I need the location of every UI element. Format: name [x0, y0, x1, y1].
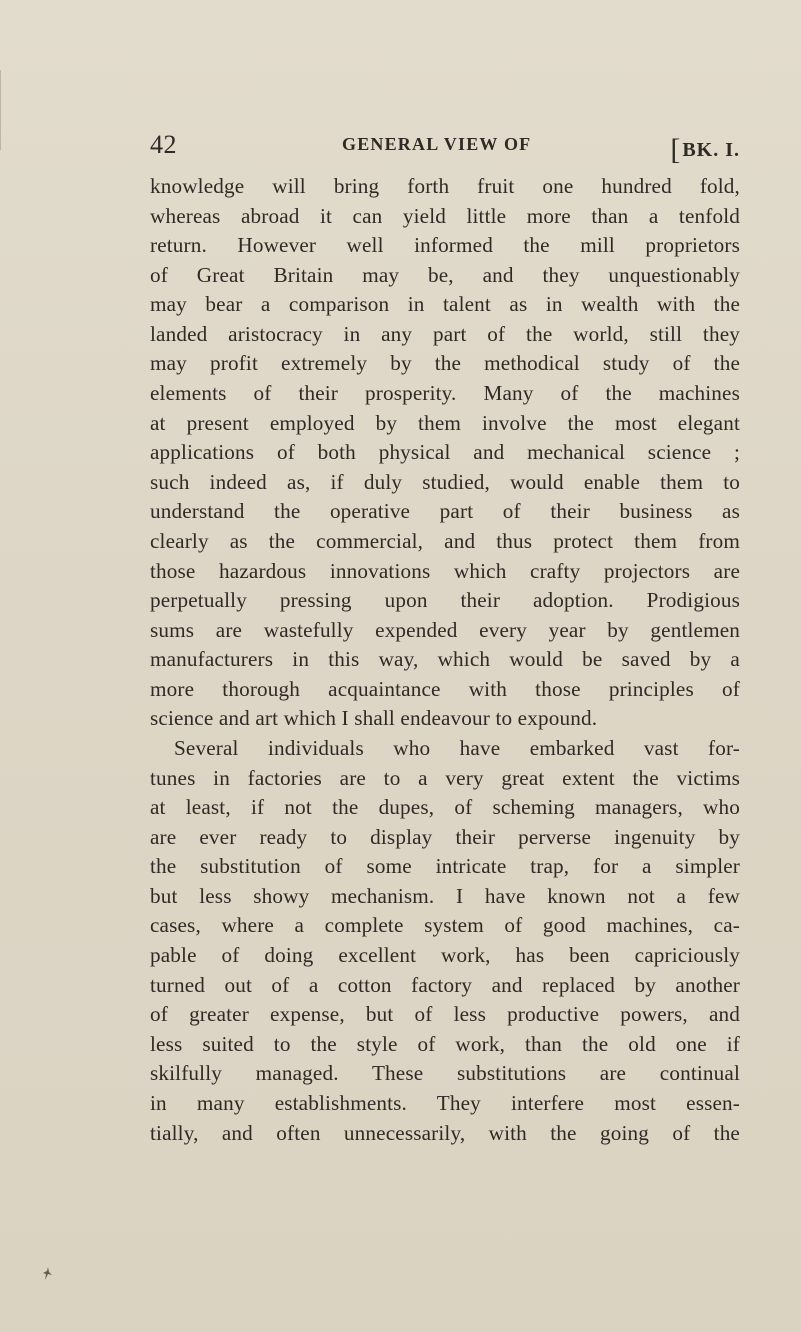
text-line: less suited to the style of work, than the old one if: [150, 1031, 740, 1056]
book-reference: [670, 133, 740, 167]
text-line: at least, if not the dupes, of scheming managers, who: [150, 795, 740, 820]
text-line: science and art which I shall endeavour to expound.: [150, 706, 598, 731]
text-line: elements of their prosperity. Many of the machines: [150, 381, 740, 406]
running-title: GENERAL VIEW OF: [342, 134, 532, 154]
text-line: in many establishments. They interfere most essen-: [150, 1090, 740, 1115]
text-line: those hazardous innovations which crafty projectors are: [150, 558, 740, 583]
text-line: are ever ready to display their perverse ingenuity by: [150, 824, 740, 849]
text-line: manufacturers in this way, which would be saved by a: [150, 647, 740, 672]
text-line: knowledge will bring forth fruit one hundred fold,: [150, 174, 740, 198]
text-line: perpetually pressing upon their adoption. Prodigious: [150, 588, 740, 613]
text-line: turned out of a cotton factory and replaced by another: [150, 972, 740, 997]
text-line: cases, where a complete system of good machines, ca-: [150, 913, 740, 938]
text-line: pable of doing excellent work, has been capriciously: [150, 943, 740, 968]
text-line: of Great Britain may be, and they unquestionably: [150, 262, 740, 287]
text-line: clearly as the commercial, and thus protect them from: [150, 528, 740, 553]
page-corner-crease: [0, 70, 41, 179]
book-bracket: [: [670, 133, 682, 166]
text-line: applications of both physical and mechanical science ;: [150, 440, 740, 465]
text-line: tially, and often unnecessarily, with the going of the: [150, 1120, 740, 1145]
running-head: [150, 130, 740, 166]
ink-blot-mark: [42, 1266, 54, 1282]
text-line: at present employed by them involve the most elegant: [150, 410, 740, 435]
text-line: such indeed as, if duly studied, would enable them to: [150, 469, 740, 494]
text-line: may profit extremely by the methodical study of the: [150, 351, 740, 376]
body-text: [150, 172, 740, 1148]
text-line: sums are wastefully expended every year by gentlemen: [150, 617, 740, 642]
text-line: but less showy mechanism. I have known not a few: [150, 883, 740, 908]
text-line: landed aristocracy in any part of the world, still they: [150, 321, 740, 346]
book-reference-text: BK. I.: [682, 139, 740, 161]
page-number: 42: [150, 130, 177, 159]
text-line: more thorough acquaintance with those principles of: [150, 676, 740, 701]
text-line: understand the operative part of their business as: [150, 499, 740, 524]
text-line: tunes in factories are to a very great extent the victims: [150, 765, 740, 790]
text-line: return. However well informed the mill proprietors: [150, 233, 740, 258]
text-line: of greater expense, but of less productive powers, and: [150, 1002, 740, 1027]
text-line: whereas abroad it can yield little more than a tenfold: [150, 203, 740, 228]
text-line: skilfully managed. These substitutions are continual: [150, 1061, 740, 1086]
text-line: Several individuals who have embarked vast for-: [174, 735, 740, 760]
text-line: may bear a comparison in talent as in wealth with the: [150, 292, 740, 317]
text-line: the substitution of some intricate trap, for a simpler: [150, 854, 740, 879]
